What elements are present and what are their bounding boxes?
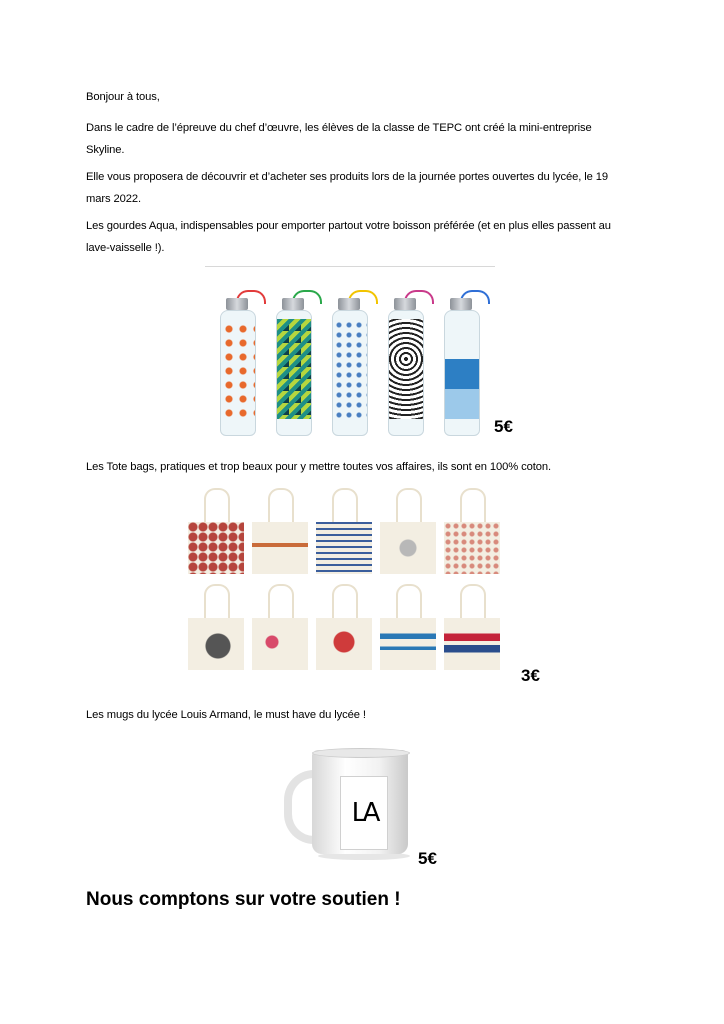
bottle-body — [276, 310, 312, 436]
tote-handle — [268, 584, 294, 622]
tote-body — [380, 618, 436, 670]
tote-bags-image — [186, 488, 496, 672]
mug-logo: LA — [340, 776, 388, 850]
tote-body — [252, 618, 308, 670]
tote-body — [444, 522, 500, 574]
tote-bag — [442, 488, 502, 574]
cap — [450, 298, 472, 310]
bottles-image — [210, 292, 500, 442]
intro-paragraph: Dans le cadre de l’épreuve du chef d’œuvre, les élèves de la classe de TEPC ont créé la mini-entreprise Skyline. — [86, 122, 592, 156]
bottle-2 — [270, 292, 316, 436]
bottle-pattern — [389, 319, 423, 419]
bottle-pattern — [221, 319, 255, 419]
bottle-body — [388, 310, 424, 436]
bottle-pattern — [277, 319, 311, 419]
cap — [226, 298, 248, 310]
cap — [394, 298, 416, 310]
bottle-5 — [438, 292, 484, 436]
bottle-3 — [326, 292, 372, 436]
tote-bag — [250, 584, 310, 670]
tote-body — [188, 618, 244, 670]
tote-handle — [204, 488, 230, 526]
tote-handle — [204, 584, 230, 622]
greeting: Bonjour à tous, — [86, 91, 160, 103]
tote-bag — [250, 488, 310, 574]
tote-body — [316, 618, 372, 670]
gourdes-price: 5€ — [494, 417, 513, 436]
tote-bag — [186, 488, 246, 574]
bottle-pattern — [333, 319, 367, 419]
tote-handle — [396, 584, 422, 622]
tote-bag — [378, 488, 438, 574]
tote-handle — [460, 584, 486, 622]
tote-handle — [396, 488, 422, 526]
tote-handle — [332, 584, 358, 622]
tote-handle — [332, 488, 358, 526]
bottle-body — [332, 310, 368, 436]
mugs-paragraph: Les mugs du lycée Louis Armand, le must have du lycée ! — [86, 709, 366, 721]
tote-handle — [268, 488, 294, 526]
open-day-paragraph: Elle vous proposera de découvrir et d’acheter ses produits lors de la journée portes ouvertes du lycée, le 19 mars 2022. — [86, 171, 609, 205]
tote-body — [316, 522, 372, 574]
tote-bag — [314, 488, 374, 574]
tote-body — [380, 522, 436, 574]
tote-bag — [186, 584, 246, 670]
bottle-1 — [214, 292, 260, 436]
bottle-body — [220, 310, 256, 436]
cap — [338, 298, 360, 310]
mugs-price: 5€ — [418, 849, 437, 868]
bottle-body — [444, 310, 480, 436]
bottle-pattern — [445, 319, 479, 419]
mug-image — [284, 748, 416, 860]
totes-price: 3€ — [521, 666, 540, 685]
mug-rim — [312, 748, 410, 758]
tote-body — [252, 522, 308, 574]
tote-body — [444, 618, 500, 670]
tote-bag — [314, 584, 374, 670]
closing-title: Nous comptons sur votre soutien ! — [86, 889, 401, 910]
tote-bag — [442, 584, 502, 670]
cap — [282, 298, 304, 310]
divider — [205, 266, 495, 267]
tote-body — [188, 522, 244, 574]
tote-handle — [460, 488, 486, 526]
bottle-4 — [382, 292, 428, 436]
tote-bag — [378, 584, 438, 670]
gourdes-paragraph: Les gourdes Aqua, indispensables pour emporter partout votre boisson préférée (et en plus elles passent au lave-vaisselle !). — [86, 220, 611, 254]
totes-paragraph: Les Tote bags, pratiques et trop beaux pour y mettre toutes vos affaires, ils sont en 100% coton. — [86, 461, 552, 473]
